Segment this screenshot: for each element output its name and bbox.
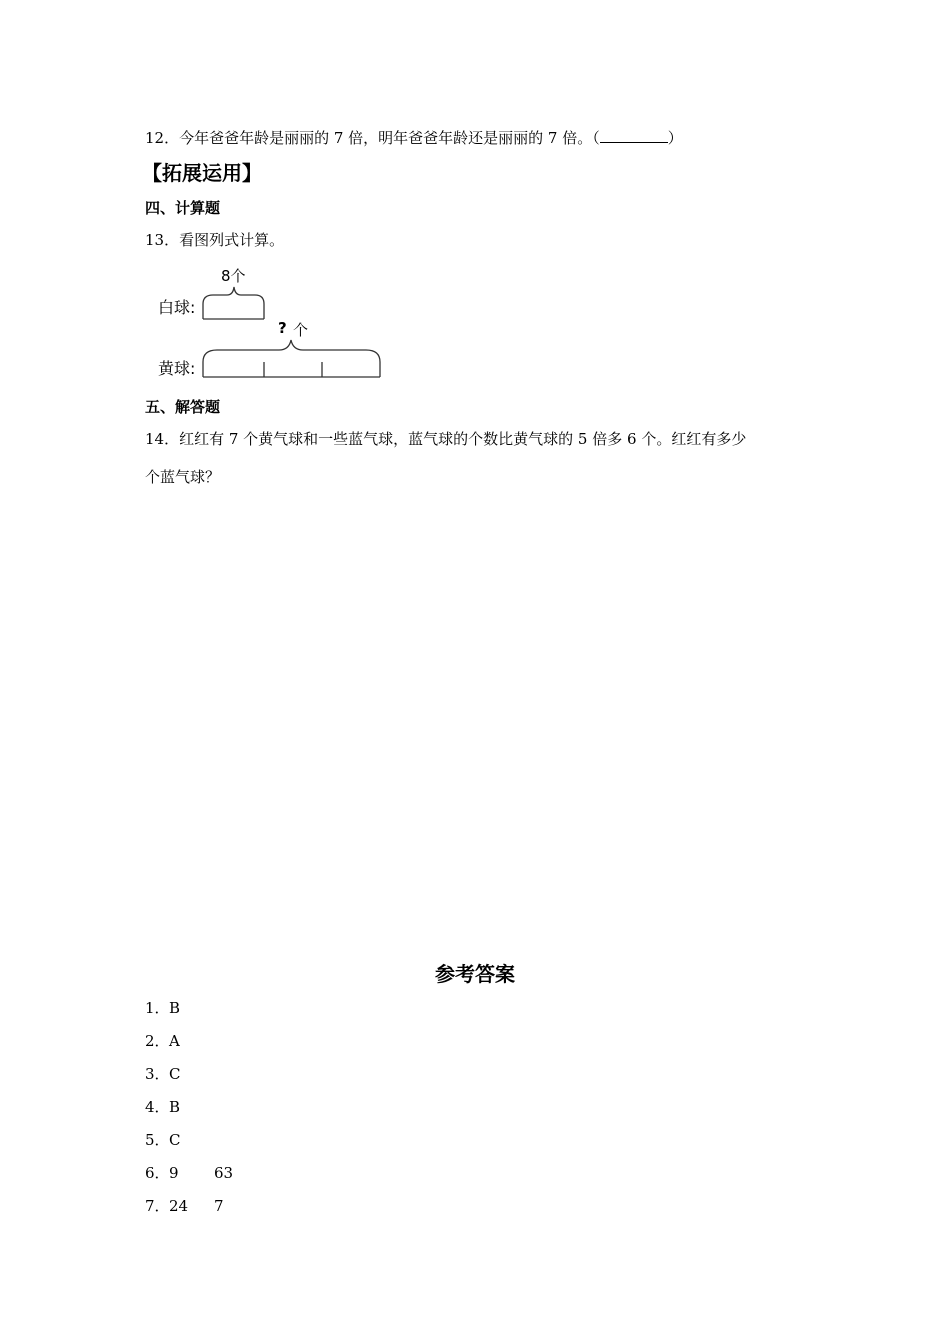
answer-row [145, 1063, 214, 1084]
bar-diagram [155, 262, 395, 382]
answer-number: 6． [145, 1164, 170, 1182]
question-12 [145, 128, 683, 148]
answer-value: B [169, 999, 181, 1017]
yellow-bar [203, 362, 380, 377]
yellow-ball-question-mark: ? [278, 319, 287, 337]
white-ball-label: 白球: [158, 298, 196, 317]
answer-number: 7． [145, 1197, 170, 1215]
answer-value: C [169, 1065, 181, 1083]
question-13: 13．看图列式计算。 [145, 231, 285, 249]
question-14-line-1: 14．红红有 7 个黄气球和一些蓝气球，蓝气球的个数比黄气球的 5 倍多 6 个。红红有多少 [145, 430, 747, 448]
answer-value-2: 7 [214, 1197, 224, 1215]
question-12-text: 12．今年爸爸年龄是丽丽的 7 倍，明年爸爸年龄还是丽丽的 7 倍。（ [145, 129, 600, 147]
yellow-ball-label: 黄球: [158, 359, 196, 378]
answers-title: 参考答案 [435, 962, 515, 986]
diagram-lines [155, 262, 395, 382]
answer-number: 1． [145, 999, 170, 1017]
answer-blank[interactable] [600, 128, 668, 143]
answer-row [145, 1129, 214, 1150]
white-bar [203, 304, 264, 319]
white-brace [203, 287, 264, 304]
extension-heading: 【拓展运用】 [142, 161, 262, 185]
answer-row [145, 1030, 214, 1051]
answer-value: C [169, 1131, 181, 1149]
yellow-ball-unit: 个 [293, 321, 309, 339]
white-ball-count: 8个 [221, 267, 246, 285]
section-5-title: 五、解答题 [145, 398, 221, 416]
yellow-brace [203, 340, 380, 362]
answer-number: 5． [145, 1131, 170, 1149]
answer-number: 4． [145, 1098, 170, 1116]
answer-row [145, 997, 214, 1018]
answer-value: A [169, 1032, 180, 1050]
section-4-title: 四、计算题 [145, 199, 221, 217]
answer-row [145, 1195, 224, 1216]
answer-row [145, 1162, 233, 1183]
answer-number: 2． [145, 1032, 170, 1050]
question-14-line-2: 个蓝气球？ [145, 468, 221, 486]
answer-value: 24 [169, 1197, 189, 1215]
answer-value: B [169, 1098, 181, 1116]
answer-row [145, 1096, 214, 1117]
answer-value-2: 63 [214, 1164, 234, 1182]
question-12-close: ） [667, 129, 683, 147]
answer-number: 3． [145, 1065, 170, 1083]
answer-value: 9 [169, 1164, 179, 1182]
